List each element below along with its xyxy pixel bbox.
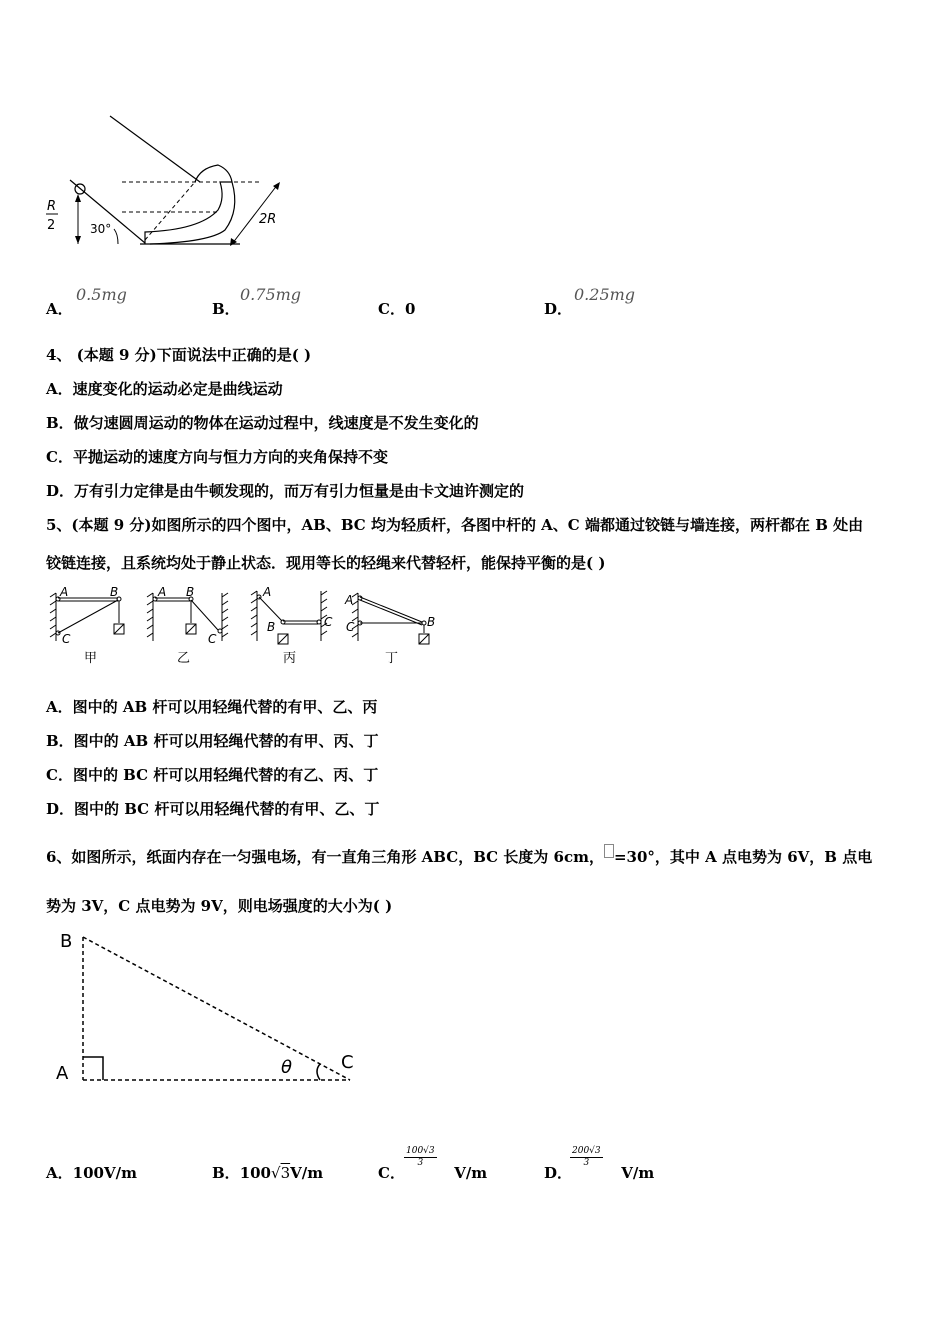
q5-yi-c: C <box>208 632 217 646</box>
q3-option-a[interactable]: A． 0.5mg <box>46 285 127 318</box>
q5-label-jia: 甲 <box>84 651 98 666</box>
q5-option-a[interactable]: A．图中的 AB 杆可以用轻绳代替的有甲、乙、丙 <box>46 698 378 716</box>
sqrt-icon: √ <box>271 1164 281 1182</box>
theta-symbol-icon <box>604 844 614 858</box>
q6-label-c: C <box>341 1052 354 1073</box>
q5-yi-a: A <box>158 585 167 599</box>
q3-label-r: R <box>47 199 57 214</box>
q5-ding-c: C <box>346 620 355 634</box>
q4-option-b[interactable]: B．做匀速圆周运动的物体在运动过程中，线速度是不发生变化的 <box>46 414 479 432</box>
q5-label-ding: 丁 <box>385 651 399 666</box>
q5-label-yi: 乙 <box>177 651 191 666</box>
q6-stem-line1-b: =30°，其中 A 点电势为 6V，B 点电 <box>613 848 873 866</box>
q3-angle-label: 30° <box>90 222 112 236</box>
q5-jia-c: C <box>62 632 71 646</box>
q4-option-a[interactable]: A．速度变化的运动必定是曲线运动 <box>46 380 283 398</box>
q3-option-c[interactable]: C．0 <box>378 300 416 318</box>
q5-stem-line1: 5、(本题 9 分)如图所示的四个图中，AB、BC 均为轻质杆，各图中杆的 A、C 端都通过铰链与墙连接，两杆都在 B 处由 <box>46 516 864 534</box>
q6-label-a: A <box>56 1063 69 1084</box>
q5-jia-b: B <box>110 585 119 599</box>
q5-bing-a: A <box>263 585 272 599</box>
q6-option-c-fraction: $\frac{100√3}{3}$ <box>406 1146 435 1168</box>
q6-stem-line1-a: 6、如图所示，纸面内存在一匀强电场，有一直角三角形 ABC，BC 长度为 6cm， <box>46 848 604 866</box>
q6-label-theta: θ <box>281 1057 293 1078</box>
q5-stem-line2: 铰链连接，且系统均处于静止状态．现用等长的轻绳来代替轻杆，能保持平衡的是( ) <box>46 554 606 572</box>
q4-stem: 4、 (本题 9 分)下面说法中正确的是( ) <box>46 346 312 364</box>
q3-option-b[interactable]: B． 0.75mg <box>212 285 302 318</box>
q4-option-d[interactable]: D．万有引力定律是由牛顿发现的，而万有引力恒量是由卡文迪许测定的 <box>46 482 525 500</box>
q3-label-2r: 2R <box>259 212 277 227</box>
q5-option-b[interactable]: B．图中的 AB 杆可以用轻绳代替的有甲、丙、丁 <box>46 732 379 750</box>
q6-option-b[interactable]: B．100√3V/m <box>212 1164 324 1182</box>
q6-stem-line2: 势为 3V，C 点电势为 9V，则电场强度的大小为( ) <box>46 897 393 915</box>
q5-yi-b: B <box>186 585 195 599</box>
q6-option-c[interactable]: C． $\frac{100√3}{3}$ V/m <box>378 1146 488 1182</box>
q5-label-bing: 丙 <box>283 651 297 666</box>
q5-figure <box>46 585 446 670</box>
q6-option-d[interactable]: D． $\frac{200√3}{3}$ V/m <box>544 1146 655 1182</box>
q5-ding-a: A <box>345 593 354 607</box>
q3-option-d[interactable]: D． 0.25mg <box>544 285 636 318</box>
q5-bing-c: C <box>324 615 333 629</box>
q3-label-2: 2 <box>47 218 56 233</box>
q5-jia-a: A <box>60 585 69 599</box>
q6-stem-line1 <box>46 846 872 867</box>
q4-option-c[interactable]: C．平抛运动的速度方向与恒力方向的夹角保持不变 <box>46 448 388 466</box>
q6-option-d-fraction: $\frac{200√3}{3}$ <box>572 1146 601 1168</box>
q6-figure <box>50 925 370 1095</box>
q5-ding-b: B <box>427 615 436 629</box>
q6-label-b: B <box>60 931 73 952</box>
q3-figure <box>40 110 300 260</box>
q6-option-a[interactable]: A．100V/m <box>46 1164 137 1182</box>
q5-option-c[interactable]: C．图中的 BC 杆可以用轻绳代替的有乙、丙、丁 <box>46 766 379 784</box>
q5-bing-b: B <box>267 620 276 634</box>
q5-option-d[interactable]: D．图中的 BC 杆可以用轻绳代替的有甲、乙、丁 <box>46 800 380 818</box>
